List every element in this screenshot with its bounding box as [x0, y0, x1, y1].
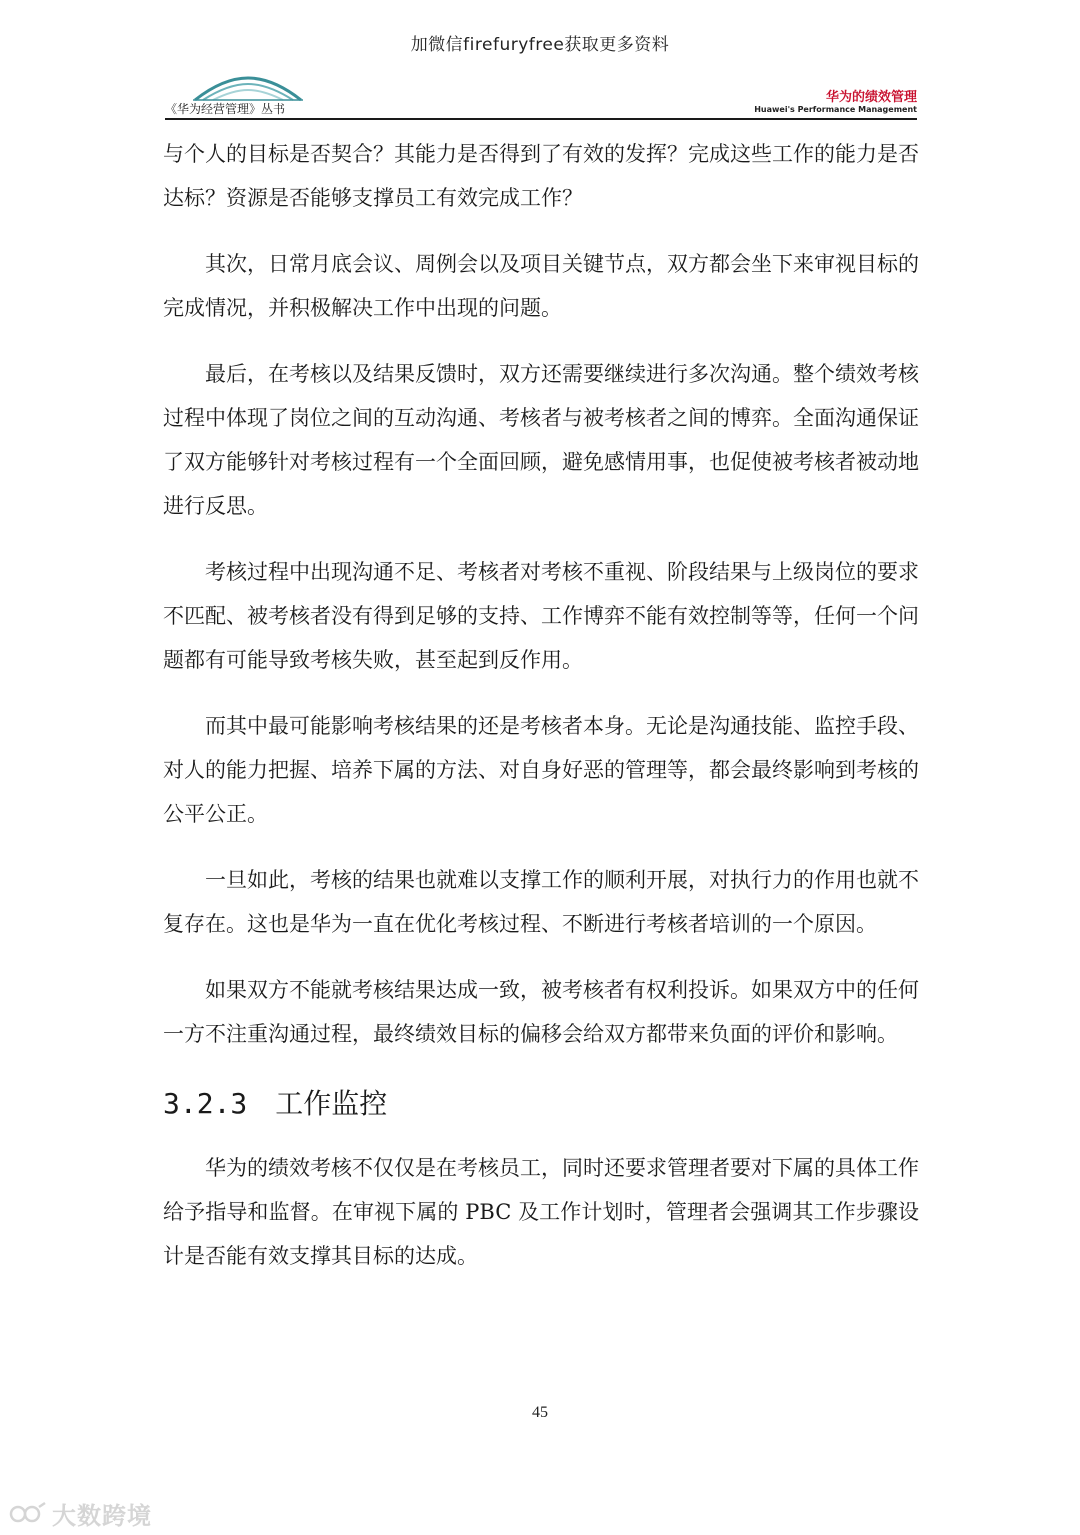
page-body — [163, 132, 919, 1300]
paragraph: 一旦如此，考核的结果也就难以支撑工作的顺利开展，对执行力的作用也就不复存在。这也是华为一直在优化考核过程、不断进行考核者培训的一个原因。 — [163, 868, 919, 936]
header-divider — [165, 118, 917, 120]
paragraph: 华为的绩效考核不仅仅是在考核员工，同时还要求管理者要对下属的具体工作给予指导和监督。在审视下属的 PBC 及工作计划时，管理者会强调其工作步骤设计是否能有效支撑其目标的达成。 — [163, 1156, 919, 1268]
brand-watermark — [8, 1496, 152, 1531]
paragraph: 与个人的目标是否契合？其能力是否得到了有效的发挥？完成这些工作的能力是否达标？资源是否能够支撑员工有效完成工作？ — [163, 142, 919, 210]
page-header — [165, 74, 917, 120]
book-title: 华为的绩效管理 — [825, 90, 917, 105]
book-subtitle: Huawei's Performance Management — [754, 105, 917, 114]
section-number: 3.2.3 — [163, 1087, 248, 1120]
paragraph: 考核过程中出现沟通不足、考核者对考核不重视、阶段结果与上级岗位的要求不匹配、被考核者没有得到足够的支持、工作博弈不能有效控制等等，任何一个问题都有可能导致考核失败，甚至起到反作用。 — [163, 560, 919, 672]
watermark-banner: 加微信firefuryfree获取更多资料 — [410, 35, 670, 55]
section-heading — [163, 1078, 919, 1130]
paragraph: 最后，在考核以及结果反馈时，双方还需要继续进行多次沟通。整个绩效考核过程中体现了岗位之间的互动沟通、考核者与被考核者之间的博弈。全面沟通保证了双方能够针对考核过程有一个全面回顾，避免感情用事，也促使被考核者被动地进行反思。 — [163, 362, 919, 518]
brand-logo-icon — [8, 1499, 48, 1529]
paragraph: 其次，日常月底会议、周例会以及项目关键节点，双方都会坐下来审视目标的完成情况，并积极解决工作中出现的问题。 — [163, 252, 919, 320]
paragraph: 而其中最可能影响考核结果的还是考核者本身。无论是沟通技能、监控手段、对人的能力把握、培养下属的方法、对自身好恶的管理等，都会最终影响到考核的公平公正。 — [163, 714, 919, 826]
page-number: 45 — [532, 1404, 548, 1421]
brand-watermark-text: 大数跨境 — [52, 1502, 152, 1530]
series-label: 《华为经营管理》丛书 — [165, 102, 286, 116]
paragraph: 如果双方不能就考核结果达成一致，被考核者有权利投诉。如果双方中的任何一方不注重沟通过程，最终绩效目标的偏移会给双方都带来负面的评价和影响。 — [163, 978, 919, 1046]
section-title: 工作监控 — [275, 1087, 388, 1120]
mountain-logo-icon — [193, 74, 303, 102]
